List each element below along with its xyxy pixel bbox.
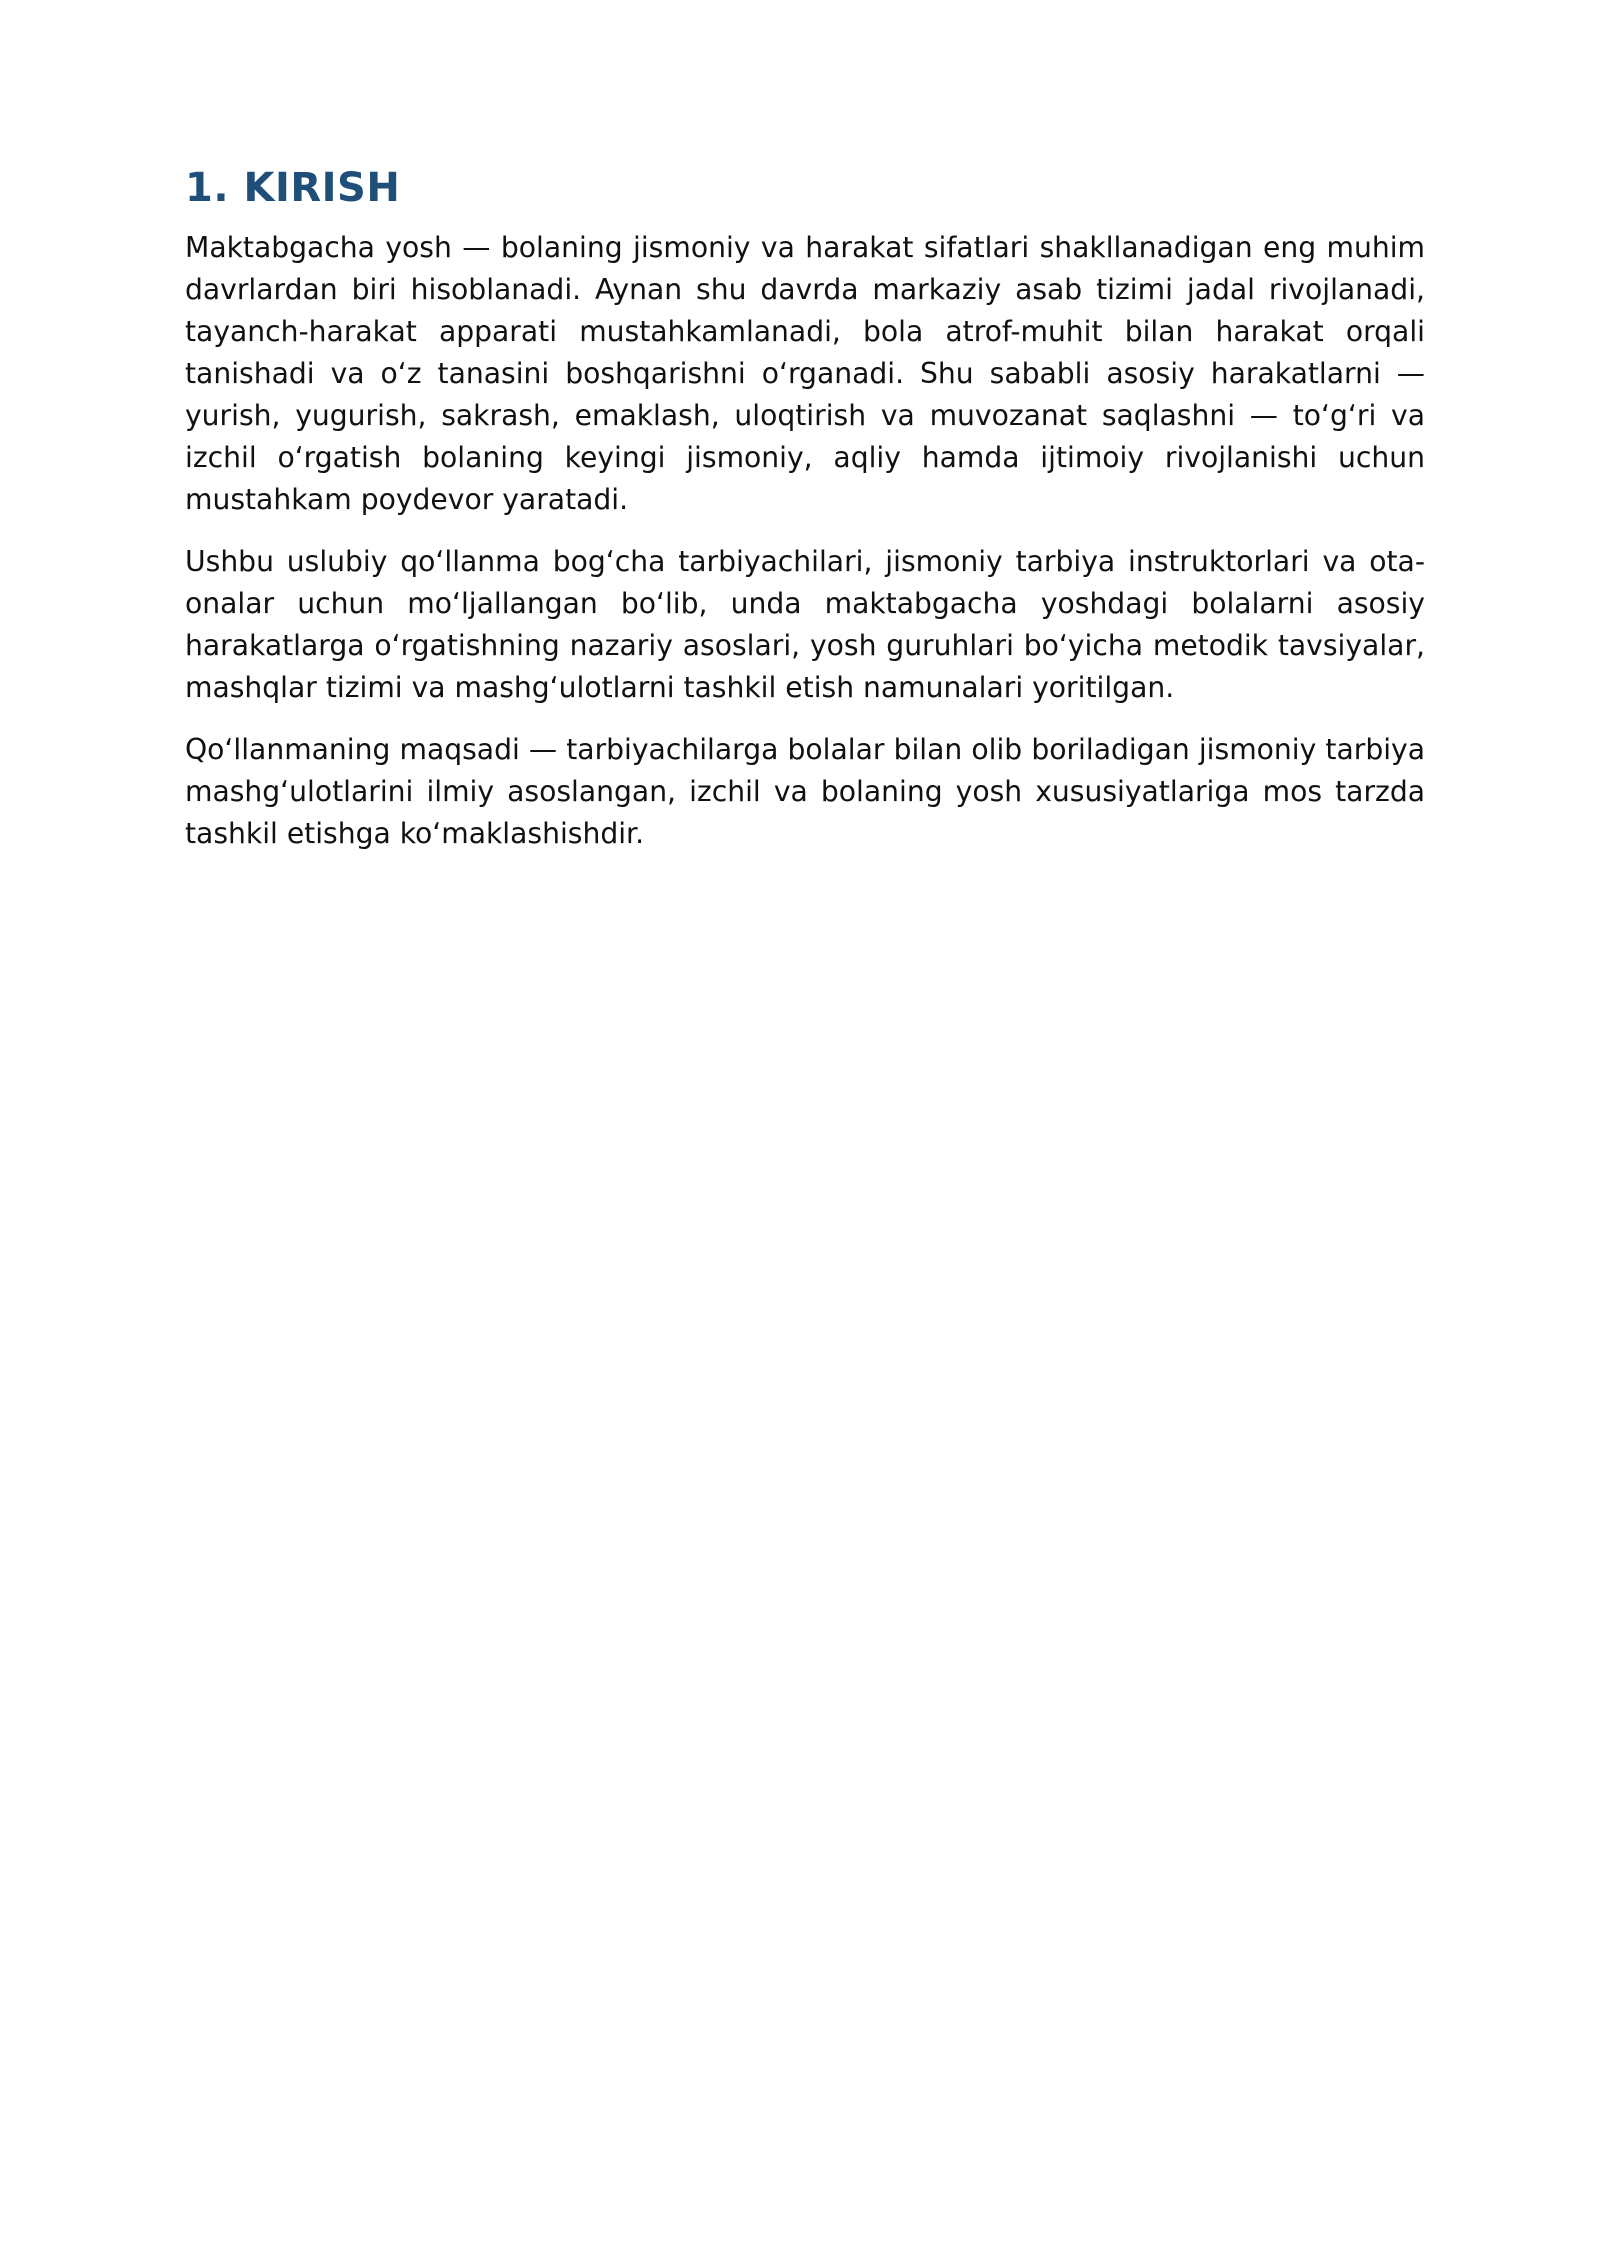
paragraph-purpose: Qoʻllanmaning maqsadi — tarbiyachilarga bolalar bilan olib boriladigan jismoniy tarbiya mashgʻulotlarini ilmiy asoslangan, izchil va bolaning yosh xususiyatlariga mos tarzda tashkil etishga koʻmaklashishdir. <box>185 733 1425 850</box>
paragraph-audience: Ushbu uslubiy qoʻllanma bogʻcha tarbiyachilari, jismoniy tarbiya instruktorlari va ota-onalar uchun moʻljallangan boʻlib, unda maktabgacha yoshdagi bolalarni asosiy harakatlarga oʻrgatishning nazariy asoslari, yosh guruhlari boʻyicha metodik tavsiyalar, mashqlar tizimi va mashgʻulotlarni tashkil etish namunalari yoritilgan. <box>185 545 1425 704</box>
section-title: 1. KIRISH <box>185 165 401 211</box>
paragraph-intro: Maktabgacha yosh — bolaning jismoniy va harakat sifatlari shakllanadigan eng muhim davrlardan biri hisoblanadi. Aynan shu davrda markaziy asab tizimi jadal rivojlanadi, tayanch-harakat apparati mustahkamlanadi, bola atrof-muhit bilan harakat orqali tanishadi va oʻz tanasini boshqarishni oʻrganadi. Shu sababli asosiy harakatlarni — yurish, yugurish, sakrash, emaklash, uloqtirish va muvozanat saqlashni — toʻgʻri va izchil oʻrgatish bolaning keyingi jismoniy, aqliy hamda ijtimoiy rivojlanishi uchun mustahkam poydevor yaratadi. <box>185 231 1425 516</box>
page-content <box>185 165 1425 875</box>
